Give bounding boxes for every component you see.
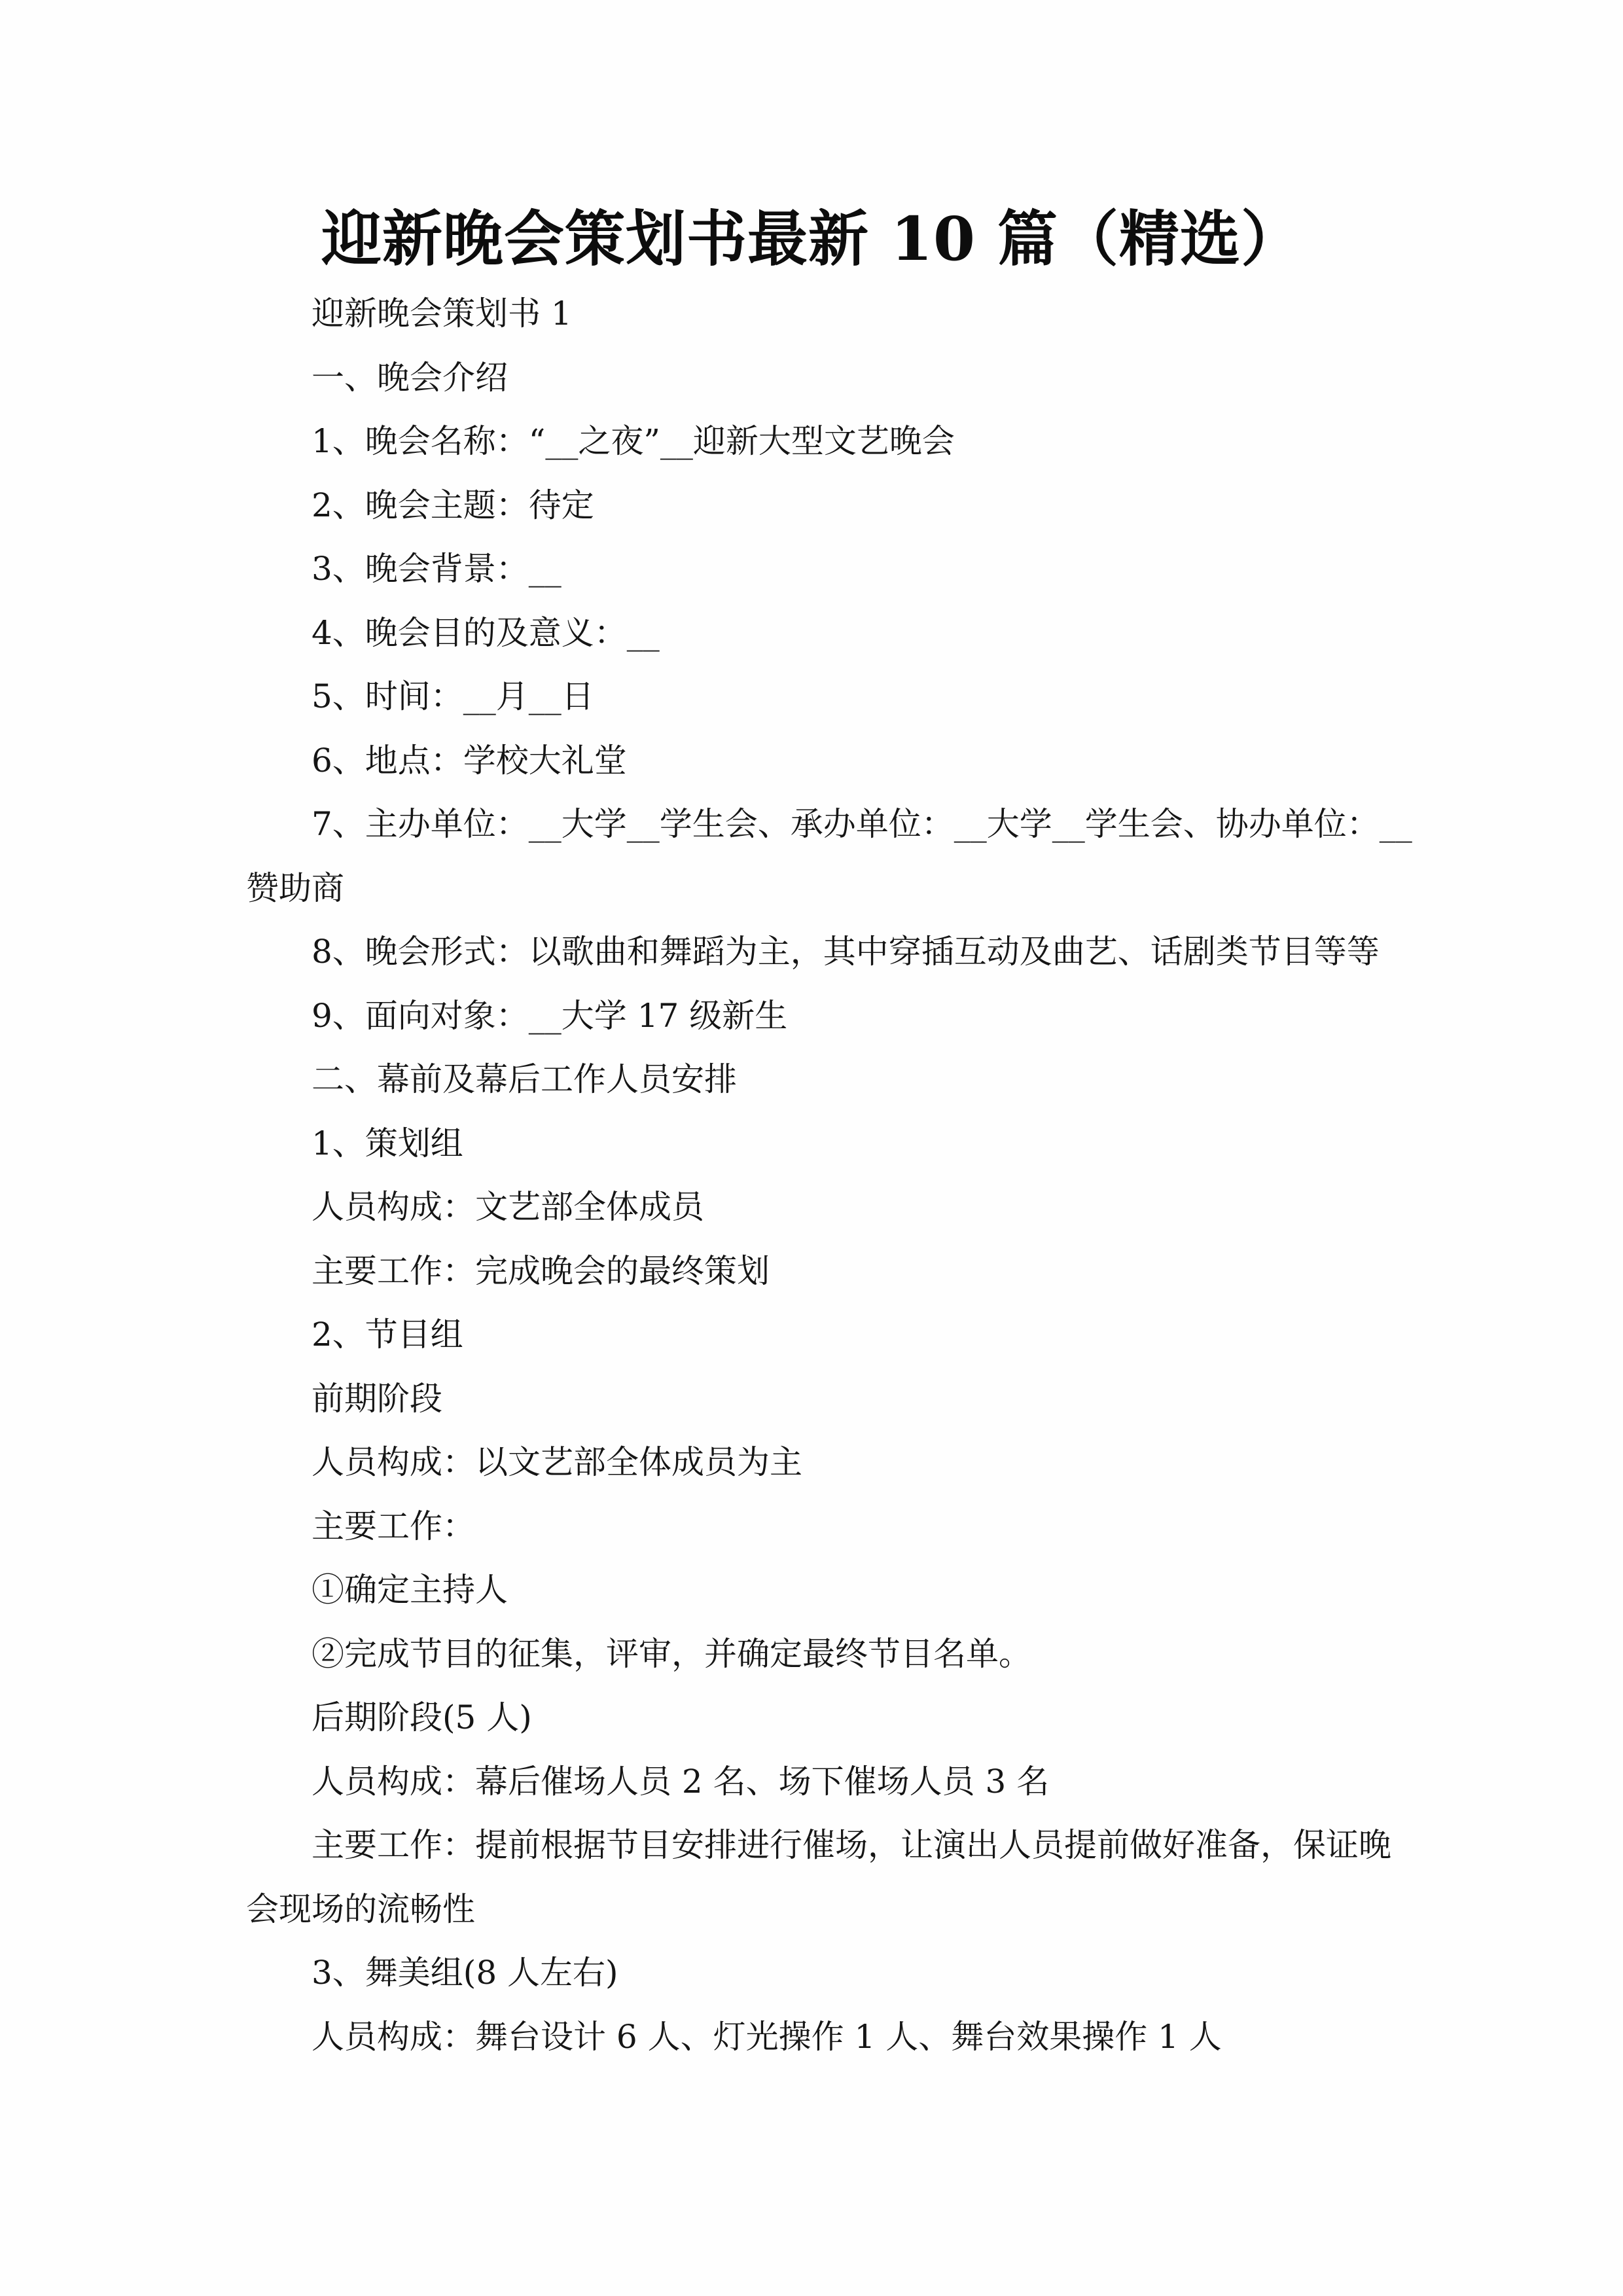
paragraph-event-theme: 2、晚会主题：待定 — [312, 486, 594, 524]
section-heading-staff: 二、幕前及幕后工作人员安排 — [312, 1060, 737, 1098]
paragraph-event-time: 5、时间：__月__日 — [312, 677, 594, 715]
paragraph-stage-design-members: 人员构成：舞台设计 6 人、灯光操作 1 人、舞台效果操作 1 人 — [312, 2017, 1222, 2056]
paragraph-organizers-line-1: 7、主办单位：__大学__学生会、承办单位：__大学__学生会、协办单位：__ — [312, 805, 1412, 843]
paragraph-organizers — [246, 793, 1412, 920]
paragraph-late-stage: 后期阶段(5 人) — [312, 1698, 532, 1736]
subheading-planning-group: 1、策划组 — [312, 1124, 463, 1162]
list-item-program-selection: ②完成节目的征集，评审，并确定最终节目名单。 — [312, 1634, 1031, 1673]
document-body — [246, 282, 1412, 2069]
paragraph-early-stage: 前期阶段 — [312, 1379, 442, 1418]
section-heading-intro: 一、晚会介绍 — [312, 358, 508, 397]
paragraph-planning-duties: 主要工作：完成晚会的最终策划 — [312, 1251, 770, 1290]
document-title: 迎新晚会策划书最新 10 篇（精选） — [321, 204, 1302, 274]
paragraph-late-duties-line-1: 主要工作：提前根据节目安排进行催场，让演出人员提前做好准备，保证晚 — [312, 1826, 1391, 1864]
paragraph-early-duties-label: 主要工作： — [312, 1507, 475, 1545]
paragraph-event-purpose: 4、晚会目的及意义：__ — [312, 613, 660, 652]
paragraph-late-duties — [246, 1814, 1391, 1941]
paragraph-late-members: 人员构成：幕后催场人员 2 名、场下催场人员 3 名 — [312, 1762, 1050, 1801]
paragraph-planning-members: 人员构成：文艺部全体成员 — [312, 1188, 704, 1226]
paragraph-organizers-line-2: 赞助商 — [246, 869, 344, 907]
paragraph-audience: 9、面向对象：__大学 17 级新生 — [312, 996, 788, 1035]
paragraph-event-venue: 6、地点：学校大礼堂 — [312, 741, 627, 780]
subheading-stage-design-group: 3、舞美组(8 人左右) — [312, 1954, 618, 1992]
paragraph-event-format: 8、晚会形式：以歌曲和舞蹈为主，其中穿插互动及曲艺、话剧类节目等等 — [312, 933, 1380, 971]
list-item-select-host: ①确定主持人 — [312, 1571, 508, 1609]
paragraph-event-name: 1、晚会名称：“__之夜”__迎新大型文艺晚会 — [312, 422, 955, 460]
paragraph-event-background: 3、晚会背景：__ — [312, 550, 562, 588]
paragraph-early-members: 人员构成：以文艺部全体成员为主 — [312, 1443, 802, 1481]
subheading-program-group: 2、节目组 — [312, 1316, 463, 1354]
section-heading-plan-1: 迎新晚会策划书 1 — [312, 295, 572, 332]
paragraph-late-duties-line-2: 会现场的流畅性 — [246, 1890, 475, 1928]
